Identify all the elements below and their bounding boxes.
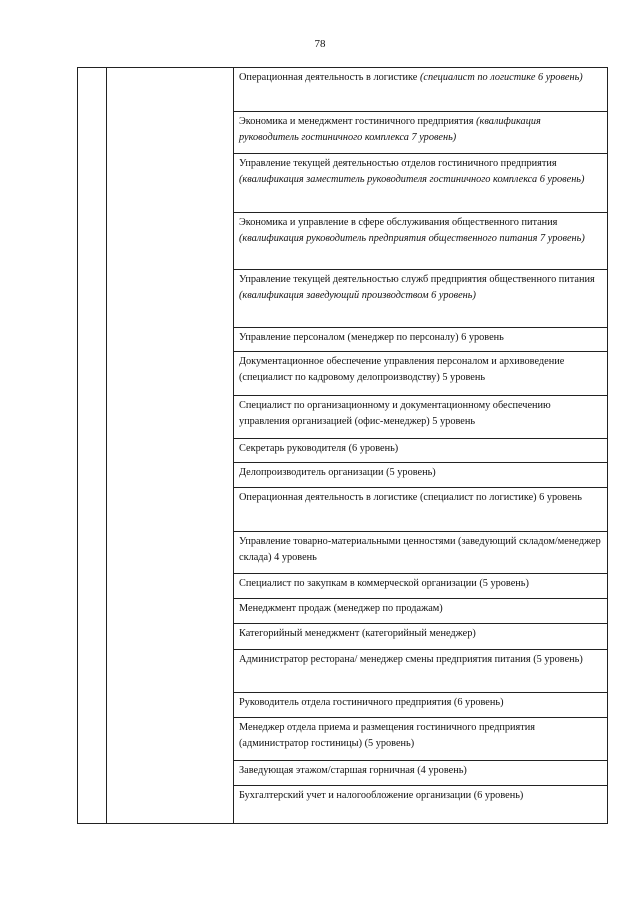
row-text: Управление товарно-материальными ценностями (заведующий складом/менеджер склада) 4 уровень <box>239 536 601 563</box>
table-row <box>233 599 607 624</box>
row-text: Экономика и управление в сфере обслуживания общественного питания <box>239 217 558 228</box>
qualifications-table <box>77 67 608 824</box>
row-text: Управление персоналом (менеджер по персоналу) 6 уровень <box>239 332 504 343</box>
row-qualification: (квалификация руководитель гостиничного комплекса 7 уровень) <box>239 116 541 143</box>
row-text: Заведующая этажом/старшая горничная (4 уровень) <box>239 765 467 776</box>
table-row <box>233 650 607 693</box>
table-row <box>233 68 607 112</box>
table-row <box>233 328 607 352</box>
table-row <box>233 270 607 328</box>
table-row <box>233 154 607 213</box>
table-row <box>233 463 607 488</box>
table-row <box>233 574 607 599</box>
row-text: Секретарь руководителя (6 уровень) <box>239 443 399 454</box>
table-row <box>233 439 607 463</box>
table-rows <box>233 68 607 823</box>
column-divider-1 <box>106 68 107 823</box>
row-text: Менеджмент продаж (менеджер по продажам) <box>239 603 443 614</box>
page-number: 78 <box>314 38 326 50</box>
row-text: Операционная деятельность в логистике (специалист по логистике) 6 уровень <box>239 492 582 503</box>
table-row <box>233 718 607 761</box>
row-text: Бухгалтерский учет и налогообложение организации (6 уровень) <box>239 790 524 801</box>
row-text: Категорийный менеджмент (категорийный менеджер) <box>239 628 476 639</box>
row-qualification: (квалификация руководитель предприятия общественного питания 7 уровень) <box>239 233 585 244</box>
table-row <box>233 396 607 439</box>
table-row <box>233 532 607 574</box>
row-text: Операционная деятельность в логистике <box>239 72 418 83</box>
row-text: Экономика и менеджмент гостиничного предприятия <box>239 116 474 127</box>
table-row <box>233 693 607 718</box>
table-row <box>233 761 607 786</box>
row-qualification: (специалист по логистике 6 уровень) <box>419 72 583 83</box>
table-row <box>233 488 607 532</box>
row-text: Специалист по закупкам в коммерческой организации (5 уровень) <box>239 578 529 589</box>
row-qualification: (квалификация заместитель руководителя гостиничного комплекса 6 уровень) <box>239 174 585 185</box>
row-text: Управление текущей деятельностью служб предприятия общественного питания <box>239 274 595 285</box>
row-text: Администратор ресторана/ менеджер смены предприятия питания (5 уровень) <box>239 654 583 665</box>
table-row <box>233 112 607 154</box>
row-text: Руководитель отдела гостиничного предприятия (6 уровень) <box>239 697 504 708</box>
row-text: Документационное обеспечение управления персоналом и архивоведение (специалист по кадровому делопроизводству) 5 уровень <box>239 356 565 383</box>
table-row <box>233 786 607 823</box>
row-text: Управление текущей деятельностью отделов гостиничного предприятия <box>239 158 557 169</box>
table-row <box>233 624 607 650</box>
row-text: Делопроизводитель организации (5 уровень) <box>239 467 436 478</box>
table-row <box>233 213 607 270</box>
row-text: Менеджер отдела приема и размещения гостиничного предприятия (администратор гостиницы) (5 уровень) <box>239 722 535 749</box>
table-row <box>233 352 607 396</box>
row-qualification: (квалификация заведующий производством 6 уровень) <box>239 290 476 301</box>
row-text: Специалист по организационному и документационному обеспечению управления организацией (офис-менеджер) 5 уровень <box>239 400 551 427</box>
